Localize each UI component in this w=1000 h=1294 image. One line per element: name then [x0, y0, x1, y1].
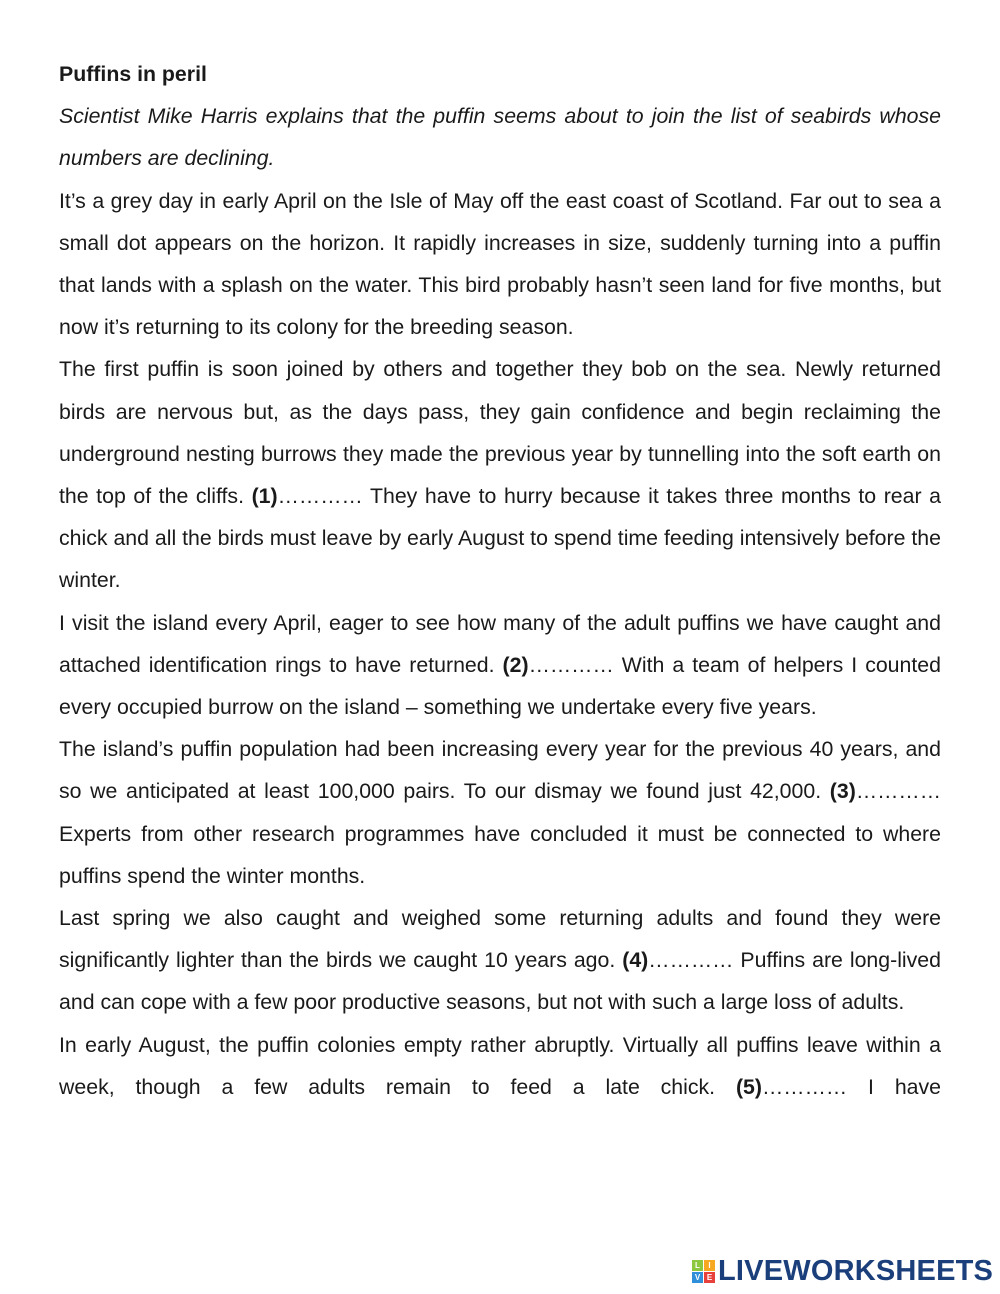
article-title: Puffins in peril — [59, 62, 207, 86]
logo-tile: L — [692, 1260, 703, 1271]
paragraph-text: With a team of helpers I counted every occupied burrow on the island – something we undertake every five years. — [59, 652, 941, 720]
document-body — [59, 53, 941, 1108]
gap-number-1: (1) — [251, 484, 278, 509]
gap-blank-2[interactable]: ………… — [528, 652, 614, 677]
gap-blank-5[interactable]: ………… — [762, 1074, 848, 1099]
gap-number-2: (2) — [502, 652, 529, 677]
gap-number-3: (3) — [829, 779, 856, 804]
paragraph-text: The island’s puffin population had been increasing every year for the previous 40 years, and so we anticipated at least 100,000 pairs. To our dismay we found just 42,000. — [59, 737, 941, 804]
gap-blank-4[interactable]: ………… — [648, 948, 734, 973]
paragraph-5 — [59, 897, 941, 1024]
paragraph-text: Puffins are long-lived and can cope with a few poor productive seasons, but not with such a large loss of adults. — [59, 948, 941, 1015]
paragraph-text: They have to hurry because it takes three months to rear a chick and all the birds must leave by early August to spend time feeding intensively before the winter. — [59, 484, 941, 593]
paragraph-text: Experts from other research programmes have concluded it must be connected to where puffins spend the winter months. — [59, 821, 941, 888]
gap-number-4: (4) — [622, 948, 649, 973]
logo-text: LIVEWORKSHEETS — [718, 1255, 994, 1287]
paragraph-4 — [59, 728, 941, 897]
liveworksheets-logo — [692, 1255, 993, 1288]
paragraph-6 — [59, 1024, 941, 1108]
gap-number-5: (5) — [735, 1074, 762, 1099]
paragraph-1 — [59, 180, 941, 349]
paragraph-2 — [59, 348, 941, 601]
paragraph-text: Last spring we also caught and weighed some returning adults and found they were significantly lighter than the birds we caught 10 years ago. — [59, 906, 941, 973]
logo-tile: E — [704, 1272, 715, 1283]
gap-blank-3[interactable]: ………… — [855, 779, 941, 804]
paragraph-text: In early August, the puffin colonies empty rather abruptly. Virtually all puffins leave within a week, though a few adults remain to feed a late chick. — [59, 1032, 941, 1099]
article-subtitle: Scientist Mike Harris explains that the puffin seems about to join the list of seabirds whose numbers are declining. — [59, 104, 941, 171]
logo-tile: V — [692, 1272, 703, 1283]
paragraph-text: I visit the island every April, eager to see how many of the adult puffins we have caught and attached identification rings to have returned. — [59, 610, 941, 677]
paragraph-text: The first puffin is soon joined by others and together they bob on the sea. Newly returned birds are nervous but, as the days pass, they gain confidence and begin reclaiming the underground nesting burrows they made the previous year by tunnelling into the soft earth on the top of the cliffs. — [59, 357, 941, 509]
logo-tiles-icon — [692, 1260, 715, 1283]
logo-tile: I — [704, 1260, 715, 1271]
gap-blank-1[interactable]: ………… — [277, 484, 363, 509]
paragraph-text: I have — [847, 1074, 942, 1099]
paragraph-text: It’s a grey day in early April on the Isle of May off the east coast of Scotland. Far out to sea a small dot appears on the horizon. It rapidly increases in size, suddenly turning into a puffin that lands with a splash on the water. This bird probably hasn’t seen land for five months, but now it’s returning to its colony for the breeding season. — [59, 188, 941, 340]
paragraph-3 — [59, 602, 941, 729]
